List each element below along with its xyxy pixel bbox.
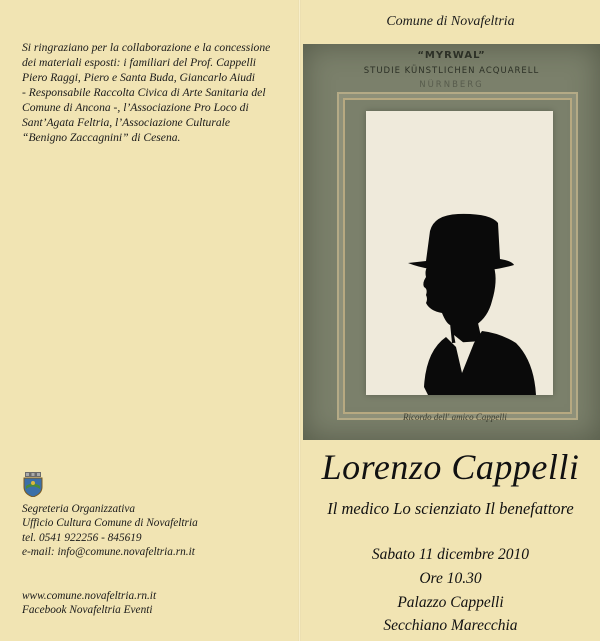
contact-line: Segreteria Organizzativa	[22, 503, 136, 515]
contact-line: tel. 0541 922256 - 845619	[22, 531, 142, 544]
photo-stamp-line: STUDIE KÜNSTLICHEN ACQUARELL	[363, 66, 540, 76]
inside-flap-panel	[0, 0, 298, 641]
web-links	[22, 589, 292, 618]
contact-info	[22, 502, 292, 559]
email-line[interactable]: e-mail: info@comune.novafeltria.rn.it	[22, 545, 195, 558]
thanks-line: Sant’Agata Feltria, l’Associazione Culturale	[22, 116, 231, 129]
thanks-line: Si ringraziano per la collaborazione e la concessione	[22, 41, 271, 54]
portrait-photo	[303, 44, 600, 440]
photo-stamp-city: NÜRNBERG	[419, 80, 484, 90]
event-time: Ore 10.30	[419, 570, 482, 587]
thanks-line: Comune di Ancona -, l’Associazione Pro Loco di	[22, 101, 249, 114]
handwritten-dedication: Ricordo dell' amico Cappelli	[403, 412, 507, 422]
thanks-line: - Responsabile Raccolta Civica di Arte Sanitaria del	[22, 86, 266, 99]
event-title: Lorenzo Cappelli	[321, 447, 580, 487]
thanks-line: dei materiali esposti: i familiari del Prof. Cappelli	[22, 56, 257, 69]
contact-line: Ufficio Cultura Comune di Novafeltria	[22, 517, 198, 530]
event-location: Secchiano Marecchia	[383, 617, 518, 634]
website-link[interactable]: www.comune.novafeltria.rn.it	[22, 590, 157, 602]
thanks-line: “Benigno Zaccagnini” di Cesena.	[22, 131, 181, 144]
event-date: Sabato 11 dicembre 2010	[371, 546, 530, 563]
municipality-header: Comune di Novafeltria	[386, 14, 515, 29]
event-venue: Palazzo Cappelli	[397, 594, 504, 611]
event-subtitle: Il medico Lo scienziato Il benefattore	[327, 499, 574, 518]
thanks-line: Piero Raggi, Piero e Santa Buda, Giancarlo Aiudi	[22, 71, 256, 84]
photo-stamp-brand: “MYRWAL”	[417, 50, 486, 61]
facebook-link[interactable]: Facebook Novafeltria Eventi	[22, 604, 153, 617]
silhouette-card	[366, 111, 553, 395]
silhouette-portrait-icon	[366, 111, 553, 395]
acknowledgements-text	[22, 40, 292, 145]
municipal-crest-icon	[22, 472, 44, 497]
